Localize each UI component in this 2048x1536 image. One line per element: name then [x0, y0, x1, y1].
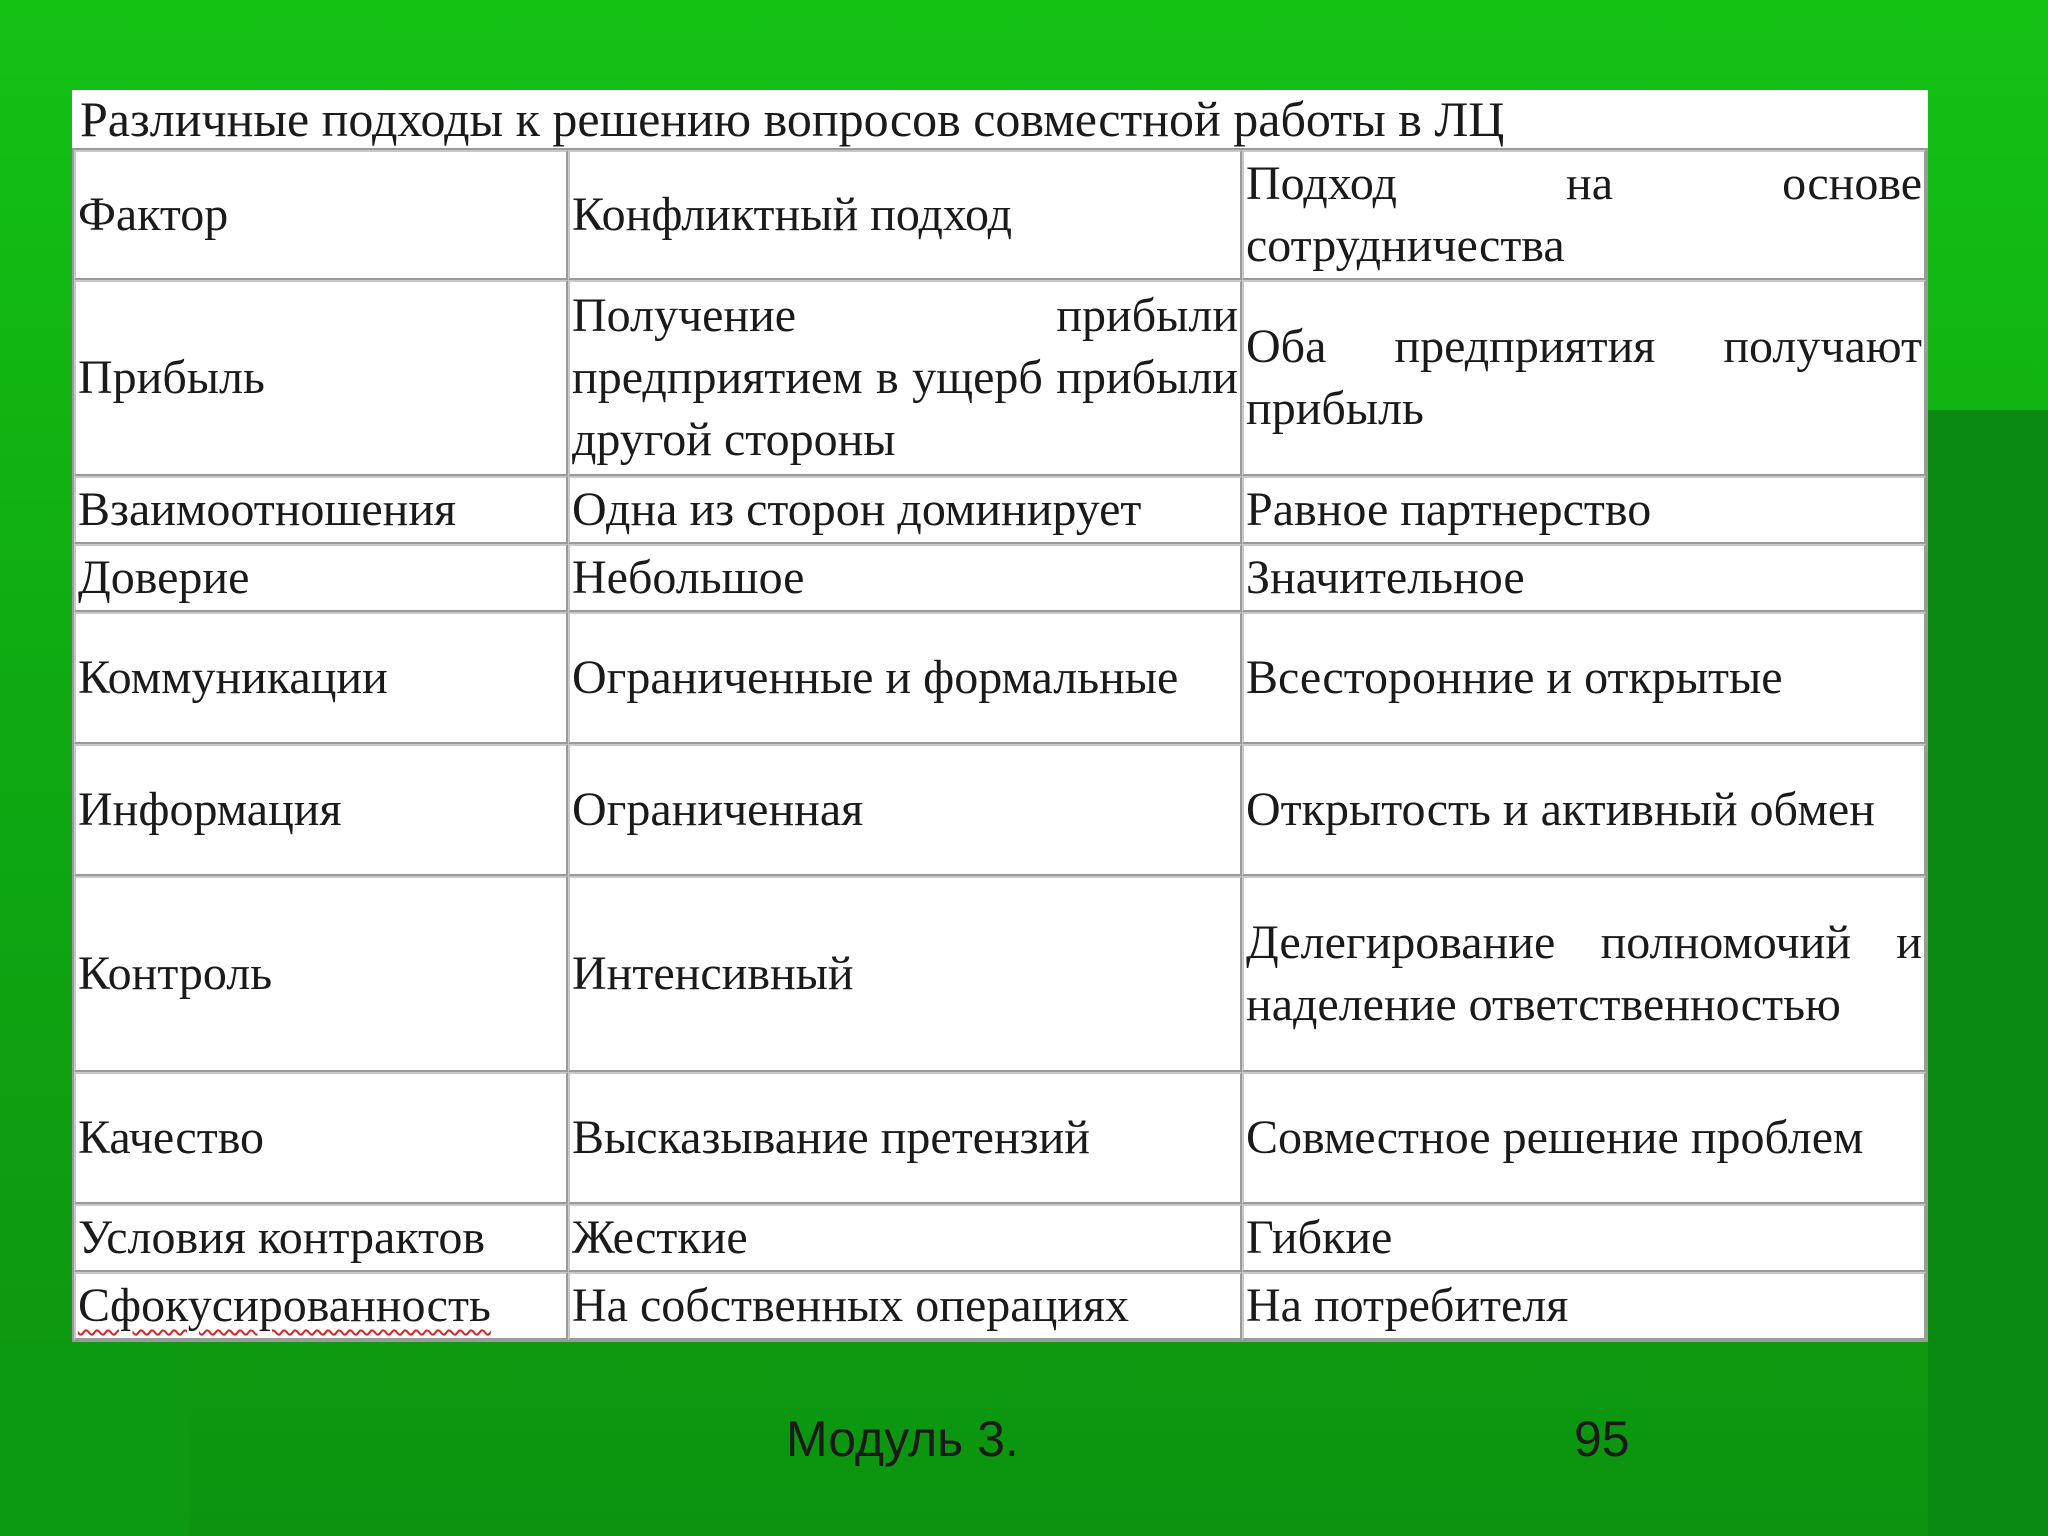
row-conflict: Небольшое [568, 544, 1242, 612]
table-row [74, 1072, 1926, 1204]
row-conflict: Одна из сторон доминирует [568, 476, 1242, 544]
row-cooperation: Всесторонние и открытые [1242, 612, 1926, 744]
table-row [74, 476, 1926, 544]
row-cooperation: На потребителя [1242, 1272, 1926, 1340]
comparison-table-block [72, 90, 1928, 1342]
background-stripe-left [0, 1340, 190, 1536]
row-factor: Коммуникации [74, 612, 568, 744]
row-conflict: Получение прибыли предприятием в ущерб прибыли другой стороны [568, 280, 1242, 476]
table-header-row [74, 150, 1926, 280]
row-factor: Контроль [74, 876, 568, 1072]
row-cooperation: Гибкие [1242, 1204, 1926, 1272]
row-cooperation: Совместное решение проблем [1242, 1072, 1926, 1204]
row-cooperation: Равное партнерство [1242, 476, 1926, 544]
row-factor: Качество [74, 1072, 568, 1204]
table-row [74, 612, 1926, 744]
row-cooperation: Открытость и активный обмен [1242, 744, 1926, 876]
row-cooperation: Значительное [1242, 544, 1926, 612]
row-conflict: Интенсивный [568, 876, 1242, 1072]
background-stripe-right [1928, 410, 2048, 1536]
table-row [74, 280, 1926, 476]
comparison-table [72, 148, 1928, 1342]
table-row [74, 544, 1926, 612]
row-conflict: Высказывание претензий [568, 1072, 1242, 1204]
table-caption: Различные подходы к решению вопросов совместной работы в ЛЦ [80, 91, 1505, 147]
row-conflict: Жесткие [568, 1204, 1242, 1272]
slide-number: 95 [1574, 1411, 1630, 1467]
spellcheck-underlined-text: Сфокусированность [78, 1279, 491, 1332]
table-row [74, 876, 1926, 1072]
table-row [74, 1204, 1926, 1272]
header-factor: Фактор [74, 150, 568, 280]
row-factor: Прибыль [74, 280, 568, 476]
row-cooperation: Делегирование полномочий и наделение ответственностью [1242, 876, 1926, 1072]
row-conflict: Ограниченные и формальные [568, 612, 1242, 744]
row-factor: Доверие [74, 544, 568, 612]
table-row [74, 1272, 1926, 1340]
footer-module-label: Модуль 3. [786, 1411, 1019, 1467]
header-conflict-approach: Конфликтный подход [568, 150, 1242, 280]
row-conflict: На собственных операциях [568, 1272, 1242, 1340]
table-row [74, 744, 1926, 876]
row-factor: Условия контрактов [74, 1204, 568, 1272]
row-factor: Взаимоотношения [74, 476, 568, 544]
header-cooperation-approach: Подход на основе сотрудничества [1242, 150, 1926, 280]
row-cooperation: Оба предприятия получают прибыль [1242, 280, 1926, 476]
row-conflict: Ограниченная [568, 744, 1242, 876]
row-factor: Информация [74, 744, 568, 876]
row-factor [74, 1272, 568, 1340]
